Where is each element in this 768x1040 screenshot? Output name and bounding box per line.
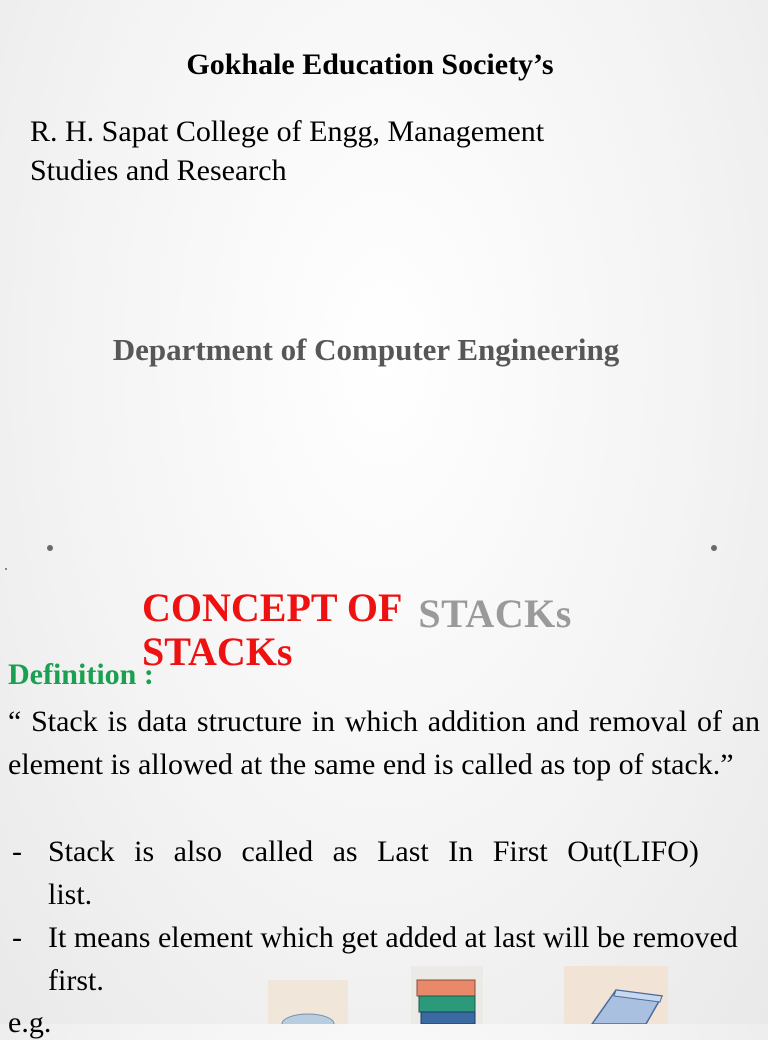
bullet-dot-right bbox=[711, 545, 717, 551]
bullet-text: It means element which get added at last will be removed first. bbox=[48, 921, 738, 997]
definition-text: “ Stack is data structure in which addition and removal of an element is allowed at the same end is called as top of stack.” bbox=[8, 705, 760, 781]
definition-heading: Definition : bbox=[8, 658, 154, 691]
bullet-text: Stack is also called as Last In First Out(LIFO) list. bbox=[48, 835, 699, 911]
society-name: Gokhale Education Society’s bbox=[186, 48, 554, 81]
plate-stack-image bbox=[268, 980, 348, 1024]
bullet-marker: - bbox=[12, 921, 22, 954]
college-name: R. H. Sapat College of Engg, Management Studies and Research bbox=[30, 115, 545, 187]
title-shadow-text: STACKs bbox=[418, 591, 572, 636]
list-item bbox=[8, 830, 748, 916]
department-name: Department of Computer Engineering bbox=[112, 332, 620, 367]
slide-title: CONCEPT OF STACKs bbox=[142, 585, 401, 674]
book-stack-image bbox=[564, 966, 668, 1024]
box-stack-image bbox=[411, 966, 483, 1024]
decorative-dot bbox=[5, 568, 7, 570]
bullet-dot-left bbox=[47, 545, 53, 551]
bullet-marker: - bbox=[12, 835, 22, 868]
example-label: e.g. bbox=[8, 1006, 52, 1039]
